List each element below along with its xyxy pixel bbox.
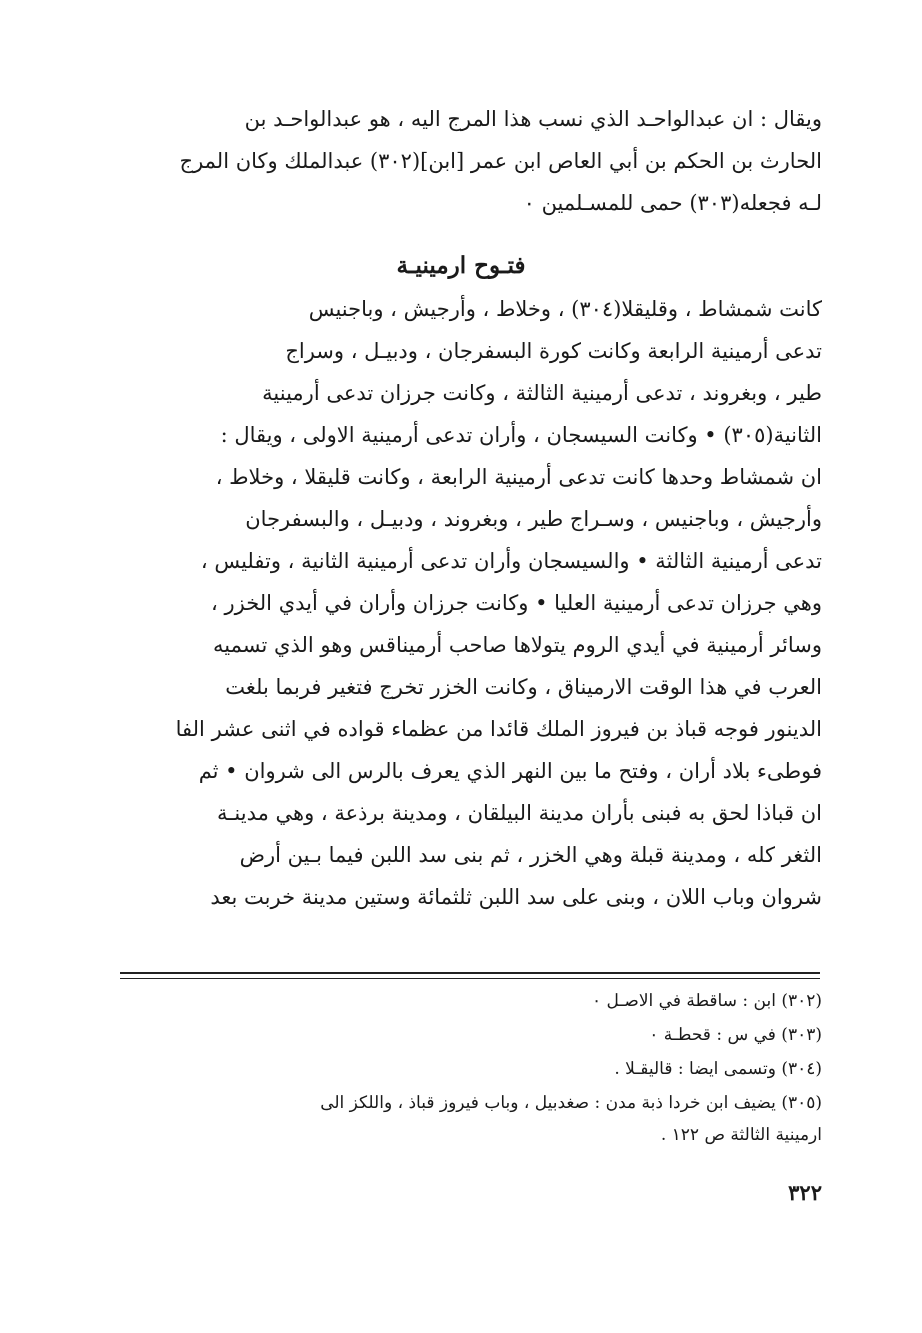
body-line: شروان وباب اللان ، وبنى على سد اللبن ثلثمائة وستين مدينة خربت بعد [210, 885, 822, 909]
intro-line: ويقال : ان عبدالواحـد الذي نسب هذا المرج اليه ، هو عبدالواحـد بن [244, 107, 822, 131]
body-line: ان شمشاط وحدها كانت تدعى أرمينية الرابعة ، وكانت قليقلا ، وخلاط ، [215, 465, 822, 489]
body-line: فوطىء بلاد أران ، وفتح ما بين النهر الذي يعرف بالرس الى شروان • ثم [198, 759, 822, 783]
footnote-item: (٣٠٣) في س : قحطـة ٠ [649, 1025, 822, 1045]
footnotes [102, 984, 822, 1150]
body-line: ان قباذا لحق به فبنى بأران مدينة البيلقان ، ومدينة برذعة ، وهي مدينـة [216, 801, 822, 825]
footnote-item: (٣٠٤) وتسمى ايضا : قاليقـلا . [614, 1059, 822, 1079]
footnote-item: (٣٠٥) يضيف ابن خردا ذبة مدن : صغدبيل ، وباب فيروز قباذ ، واللكز الى [320, 1093, 822, 1113]
body-line: وأرجيش ، وباجنيس ، وسـراج طير ، وبغروند ، ودبيـل ، والبسفرجان [245, 507, 822, 531]
intro-line: الحارث بن الحكم بن أبي العاص ابن عمر [ابن](٣٠٢) عبدالملك وكان المرج [179, 149, 822, 173]
body-line: الدينور فوجه قباذ بن فيروز الملك قائدا من عظماء قواده في اثنى عشر الفا [175, 717, 822, 741]
body-paragraph [102, 288, 822, 918]
intro-line: لـه فجعله(٣٠٣) حمى للمسـلمين ٠ [523, 191, 822, 215]
body-line: وسائر أرمينية في أيدي الروم يتولاها صاحب أرميناقس وهو الذي تسميه [213, 633, 822, 657]
body-line: كانت شمشاط ، وقليقلا(٣٠٤) ، وخلاط ، وأرجيش ، وباجنيس [308, 297, 822, 321]
body-line: الثغر كله ، ومدينة قبلة وهي الخزر ، ثم بنى سد اللبن فيما بـين أرض [239, 843, 822, 867]
body-line: الثانية(٣٠٥) • وكانت السيسجان ، وأران تدعى أرمينية الاولى ، ويقال : [220, 423, 822, 447]
body-line: تدعى أرمينية الثالثة • والسيسجان وأران تدعى أرمينية الثانية ، وتفليس ، [200, 549, 822, 573]
footnote-divider [120, 972, 820, 979]
page-number: ٣٢٢ [788, 1180, 822, 1205]
body-line: تدعى أرمينية الرابعة وكانت كورة البسفرجان ، ودبيـل ، وسراج [285, 339, 822, 363]
footnote-continuation: ارمينية الثالثة ص ١٢٢ . [660, 1125, 822, 1145]
intro-paragraph [102, 98, 822, 224]
section-heading: فتـوح ارمينيـة [396, 252, 526, 279]
body-line: وهي جرزان تدعى أرمينية العليا • وكانت جرزان وأران في أيدي الخزر ، [211, 591, 822, 615]
body-line: العرب في هذا الوقت الارميناق ، وكانت الخزر تخرج فتغير فربما بلغت [225, 675, 822, 699]
body-line: طير ، وبغروند ، تدعى أرمينية الثالثة ، وكانت جرزان تدعى أرمينية [262, 381, 822, 405]
footnote-item: (٣٠٢) ابن : ساقطة في الاصـل ٠ [592, 991, 822, 1011]
